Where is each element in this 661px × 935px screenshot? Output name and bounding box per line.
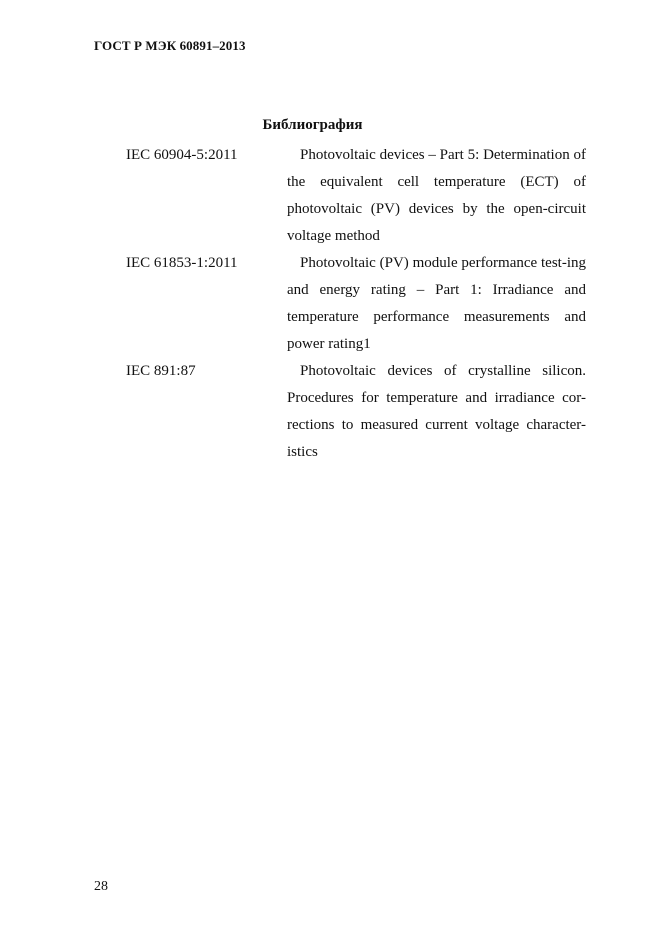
- bibliography-list: [126, 142, 588, 466]
- bibliography-entry: [126, 250, 588, 358]
- bibliography-entry: [126, 358, 588, 466]
- page-number: 28: [94, 879, 108, 894]
- bibliography-reference: IEC 61853-1:2011: [126, 255, 238, 271]
- bibliography-description: Photovoltaic (PV) module performance test-ing and energy rating – Part 1: Irradiance and temperature performance measurements and power rating1: [287, 255, 586, 352]
- bibliography-reference: IEC 891:87: [126, 363, 196, 379]
- bibliography-reference: IEC 60904-5:2011: [126, 147, 238, 163]
- bibliography-title: Библиография: [262, 117, 363, 133]
- bibliography-entry: [126, 142, 588, 250]
- bibliography-description: Photovoltaic devices of crystalline silicon. Procedures for temperature and irradiance cor-rections to measured current voltage character-istics: [287, 363, 586, 460]
- bibliography-description: Photovoltaic devices – Part 5: Determination of the equivalent cell temperature (ECT) of photovoltaic (PV) devices by the open-circuit voltage method: [287, 147, 586, 244]
- document-header: ГОСТ Р МЭК 60891–2013: [94, 38, 246, 53]
